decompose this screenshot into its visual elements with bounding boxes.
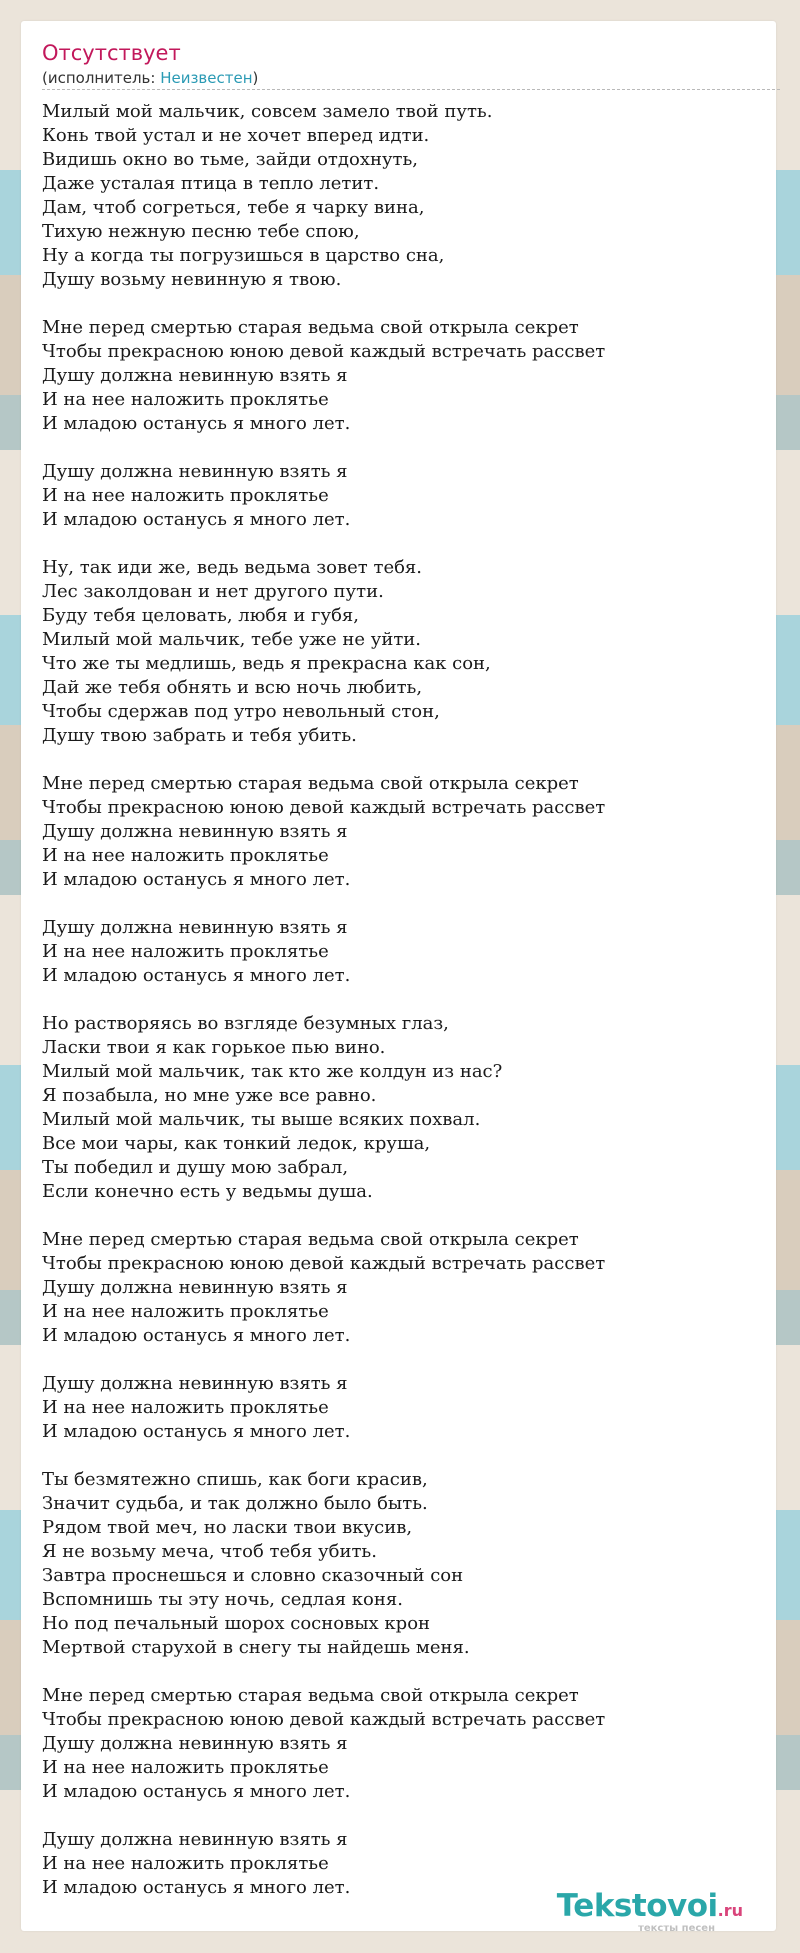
lyrics-text	[42, 100, 772, 1900]
stanza-gap	[42, 1204, 772, 1228]
lyric-line: И младою останусь я много лет.	[42, 965, 351, 986]
lyric-line: Мне перед смертью старая ведьма свой открыла секрет	[42, 1685, 579, 1706]
lyric-line: И младою останусь я много лет.	[42, 413, 351, 434]
lyric-line: И младою останусь я много лет.	[42, 1421, 351, 1442]
lyric-line: Милый мой мальчик, ты выше всяких похвал.	[42, 1109, 481, 1130]
lyric-line: Душу должна невинную взять я	[42, 461, 348, 482]
stanza-gap	[42, 436, 772, 460]
stanza-gap	[42, 1348, 772, 1372]
lyric-line: И младою останусь я много лет.	[42, 509, 351, 530]
lyric-line: Но под печальный шорох сосновых крон	[42, 1613, 431, 1634]
lyric-line: И на нее наложить проклятье	[42, 389, 329, 410]
lyric-line: И на нее наложить проклятье	[42, 941, 329, 962]
lyric-line: И на нее наложить проклятье	[42, 1853, 329, 1874]
lyric-line: И на нее наложить проклятье	[42, 485, 329, 506]
lyric-line: Душу должна невинную взять я	[42, 1733, 348, 1754]
artist-link[interactable]: Неизвестен	[160, 69, 253, 87]
lyric-line: Ты безмятежно спишь, как боги красив,	[42, 1469, 428, 1490]
lyric-line: Душу должна невинную взять я	[42, 1829, 348, 1850]
lyric-line: Милый мой мальчик, тебе уже не уйти.	[42, 629, 422, 650]
lyric-line: Вспомнишь ты эту ночь, седлая коня.	[42, 1589, 403, 1610]
lyric-line: Душу должна невинную взять я	[42, 1277, 348, 1298]
lyric-line: Ты победил и душу мою забрал,	[42, 1157, 349, 1178]
lyric-line: И младою останусь я много лет.	[42, 1325, 351, 1346]
logo-tagline: тексты песен	[638, 1923, 715, 1934]
lyric-line: Мне перед смертью старая ведьма свой открыла секрет	[42, 773, 579, 794]
lyric-line: Мне перед смертью старая ведьма свой открыла секрет	[42, 1229, 579, 1250]
stanza-gap	[42, 892, 772, 916]
stanza-gap	[42, 532, 772, 556]
lyric-line: Значит судьба, и так должно было быть.	[42, 1493, 428, 1514]
lyric-line: Я не возьму меча, чтоб тебя убить.	[42, 1541, 377, 1562]
lyric-line: Милый мой мальчик, так кто же колдун из нас?	[42, 1061, 503, 1082]
lyric-line: Мертвой старухой в снегу ты найдешь меня.	[42, 1637, 470, 1658]
artist-suffix: )	[252, 69, 259, 87]
artist-line	[42, 69, 780, 90]
lyric-line: И на нее наложить проклятье	[42, 845, 329, 866]
logo-wordmark: Tekstovoi	[556, 1888, 718, 1924]
stanza-gap	[42, 1660, 772, 1684]
lyric-line: Все мои чары, как тонкий ледок, круша,	[42, 1133, 431, 1154]
lyric-line: Даже усталая птица в тепло летит.	[42, 173, 380, 194]
lyric-line: И младою останусь я много лет.	[42, 1781, 351, 1802]
lyric-line: И младою останусь я много лет.	[42, 869, 351, 890]
lyric-line: Тихую нежную песню тебе спою,	[42, 221, 360, 242]
lyric-line: Дам, чтоб согреться, тебе я чарку вина,	[42, 197, 425, 218]
lyric-line: Что же ты медлишь, ведь я прекрасна как сон,	[42, 653, 491, 674]
lyric-line: Душу должна невинную взять я	[42, 1373, 348, 1394]
lyric-line: Чтобы прекрасною юною девой каждый встречать рассвет	[42, 1253, 606, 1274]
stanza-gap	[42, 292, 772, 316]
song-title: Отсутствует	[42, 41, 181, 65]
lyric-line: Мне перед смертью старая ведьма свой открыла секрет	[42, 317, 579, 338]
lyric-line: Завтра проснешься и словно сказочный сон	[42, 1565, 464, 1586]
logo-domain: .ru	[717, 1901, 743, 1920]
lyric-line: Чтобы сдержав под утро невольный стон,	[42, 701, 440, 722]
lyric-line: Душу должна невинную взять я	[42, 821, 348, 842]
lyric-line: Но растворяясь во взгляде безумных глаз,	[42, 1013, 449, 1034]
artist-prefix: (исполнитель:	[42, 69, 161, 87]
lyric-line: Ну а когда ты погрузишься в царство сна,	[42, 245, 445, 266]
lyric-line: Лес заколдован и нет другого пути.	[42, 581, 384, 602]
lyric-line: Буду тебя целовать, любя и губя,	[42, 605, 359, 626]
stanza-gap	[42, 748, 772, 772]
site-logo[interactable]	[556, 1888, 743, 1934]
lyric-line: И на нее наложить проклятье	[42, 1757, 329, 1778]
lyric-line: Чтобы прекрасною юною девой каждый встречать рассвет	[42, 1709, 606, 1730]
lyrics-card	[21, 21, 776, 1934]
lyric-line: Душу твою забрать и тебя убить.	[42, 725, 357, 746]
stanza-gap	[42, 1804, 772, 1828]
lyric-line: И на нее наложить проклятье	[42, 1397, 329, 1418]
lyric-line: Я позабыла, но мне уже все равно.	[42, 1085, 377, 1106]
lyric-line: И на нее наложить проклятье	[42, 1301, 329, 1322]
lyric-line: Видишь окно во тьме, зайди отдохнуть,	[42, 149, 419, 170]
lyric-line: Дай же тебя обнять и всю ночь любить,	[42, 677, 423, 698]
lyric-line: Душу возьму невинную я твою.	[42, 269, 342, 290]
lyric-line: Если конечно есть у ведьмы душа.	[42, 1181, 373, 1202]
stanza-gap	[42, 1444, 772, 1468]
stanza-gap	[42, 988, 772, 1012]
lyric-line: Чтобы прекрасною юною девой каждый встречать рассвет	[42, 341, 606, 362]
lyric-line: Душу должна невинную взять я	[42, 365, 348, 386]
lyric-line: Ласки твои я как горькое пью вино.	[42, 1037, 386, 1058]
lyric-line: Ну, так иди же, ведь ведьма зовет тебя.	[42, 557, 423, 578]
lyric-line: Конь твой устал и не хочет вперед идти.	[42, 125, 430, 146]
lyric-line: И младою останусь я много лет.	[42, 1877, 351, 1898]
lyric-line: Чтобы прекрасною юною девой каждый встречать рассвет	[42, 797, 606, 818]
lyric-line: Милый мой мальчик, совсем замело твой путь.	[42, 101, 493, 122]
lyric-line: Рядом твой меч, но ласки твои вкусив,	[42, 1517, 413, 1538]
lyric-line: Душу должна невинную взять я	[42, 917, 348, 938]
